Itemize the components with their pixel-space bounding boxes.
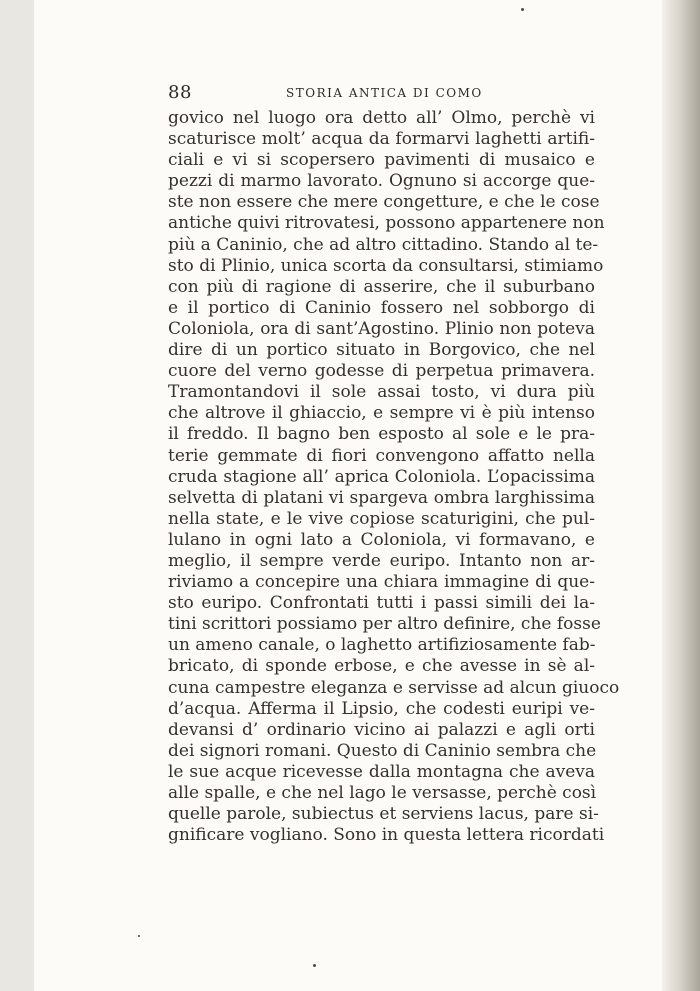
page-header xyxy=(168,82,645,104)
text-line: dei signori romani. Questo di Caninio sembra che xyxy=(168,740,597,761)
running-head: STORIA ANTICA DI COMO xyxy=(286,86,483,100)
text-line: con più di ragione di asserire, che il suburbano xyxy=(168,276,595,297)
text-line: Tramontandovi il sole assai tosto, vi dura più xyxy=(168,382,595,403)
text-line: terie gemmate di fiori convengono affatto nella xyxy=(168,445,595,466)
text-line: meglio, il sempre verde euripo. Intanto non ar- xyxy=(168,550,595,571)
text-line: dire di un portico situato in Borgovico, che nel xyxy=(168,340,595,361)
text-line: cruda stagione all’ aprica Coloniola. L’opacissima xyxy=(168,466,595,487)
paper-speck xyxy=(313,964,316,967)
text-line: riviamo a concepire una chiara immagine di que- xyxy=(168,572,595,593)
text-line: bricato, di sponde erbose, e che avesse in sè al- xyxy=(168,656,595,677)
text-line: devansi d’ ordinario vicino ai palazzi e agli orti xyxy=(168,719,595,740)
text-line: selvetta di platani vi spargeva ombra larghissima xyxy=(168,487,595,508)
paper-speck xyxy=(521,8,524,11)
page-number: 88 xyxy=(168,82,192,103)
text-line: d’acqua. Afferma il Lipsio, che codesti euripi ve- xyxy=(168,698,595,719)
text-line: e il portico di Caninio fossero nel sobborgo di xyxy=(168,297,595,318)
text-line: le sue acque ricevesse dalla montagna che aveva xyxy=(168,761,595,782)
book-binding-edge xyxy=(662,0,700,991)
text-line: ste non essere che mere congetture, e che le cose xyxy=(168,192,600,213)
text-line: gnificare vogliano. Sono in questa lettera ricordati xyxy=(168,825,605,846)
text-line: il freddo. Il bagno ben esposto al sole e le pra- xyxy=(168,424,595,445)
text-line: ciali e vi si scopersero pavimenti di musaico e xyxy=(168,150,595,171)
text-line: sto di Plinio, unica scorta da consultarsi, stimiamo xyxy=(168,255,604,276)
text-line: un ameno canale, o laghetto artifiziosamente fab- xyxy=(168,635,596,656)
text-line: cuore del verno godesse di perpetua primavera. xyxy=(168,361,595,382)
text-line: scaturisce molt’ acqua da formarvi laghetti artifi- xyxy=(168,129,595,150)
text-line: pezzi di marmo lavorato. Ognuno si accorge que- xyxy=(168,171,595,192)
text-line: tini scrittori possiamo per altro definire, che fosse xyxy=(168,614,601,635)
text-line: quelle parole, subiectus et serviens lacus, pare si- xyxy=(168,804,599,825)
text-line: nella state, e le vive copiose scaturigini, che pul- xyxy=(168,508,595,529)
text-line: più a Caninio, che ad altro cittadino. Stando al te- xyxy=(168,234,599,255)
text-line: sto euripo. Confrontati tutti i passi simili dei la- xyxy=(168,593,595,614)
text-line: govico nel luogo ora detto all’ Olmo, perchè vi xyxy=(168,108,595,128)
text-line: lulano in ogni lato a Coloniola, vi formavano, e xyxy=(168,529,595,550)
text-line: cuna campestre eleganza e servisse ad alcun giuoco xyxy=(168,677,620,698)
text-line: Coloniola, ora di sant’Agostino. Plinio non poteva xyxy=(168,318,595,339)
text-line: antiche quivi ritrovatesi, possono appartenere non xyxy=(168,213,605,234)
text-line: alle spalle, e che nel lago le versasse, perchè così xyxy=(168,783,597,803)
text-line: che altrove il ghiaccio, e sempre vi è più intenso xyxy=(168,403,595,424)
paper-speck xyxy=(138,935,140,937)
body-text xyxy=(168,108,620,846)
left-page-margin xyxy=(0,0,34,991)
